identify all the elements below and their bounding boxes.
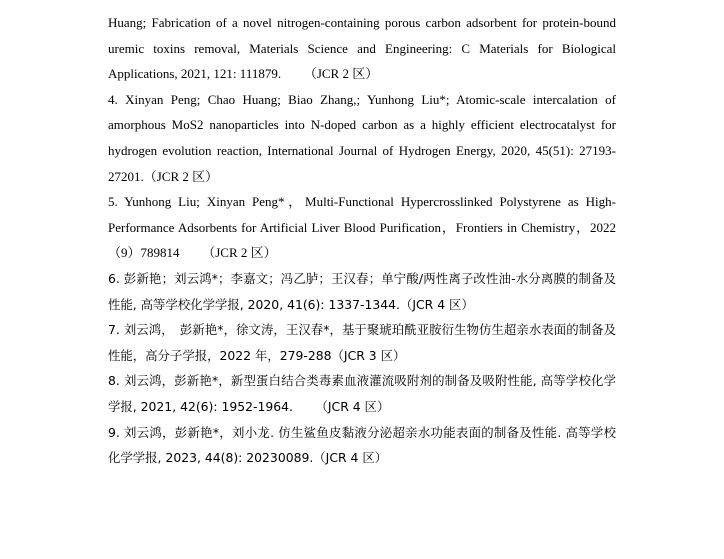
paragraph-entry-4: 4. Xinyan Peng; Chao Huang; Biao Zhang,; Yunhong Liu*; Atomic-scale intercalation of amorphous MoS2 nanoparticles into N-doped carbon as a highly efficient electrocatalyst for hydrogen evolution reaction, International Journal of Hydrogen Energy, 2020, 45(51): 27193-27201.（JCR 2 区） [108, 91, 616, 184]
document-body [108, 10, 616, 471]
paragraph-entry-7: 7. 刘云鸿， 彭新艳*，徐文涛，王汉春*，基于聚琥珀酰亚胺衍生物仿生超亲水表面的制备及性能，高分子学报，2022 年，279-288（JCR 3 区） [108, 322, 616, 363]
paragraph-entry-3-continuation: Huang; Fabrication of a novel nitrogen-containing porous carbon adsorbent for protein-bound uremic toxins removal, Materials Science and Engineering: C Materials for Biological Applications, 2021, 121: 111879. （JCR 2 区） [108, 15, 616, 82]
paragraph-entry-8: 8. 刘云鸿，彭新艳*，新型蛋白结合类毒素血液灌流吸附剂的制备及吸附性能, 高等学校化学学报, 2021, 42(6): 1952-1964. （JCR 4 区） [108, 373, 616, 414]
paragraph-entry-5: 5. Yunhong Liu; Xinyan Peng*，Multi-Functional Hypercrosslinked Polystyrene as High-Performance Adsorbents for Artificial Liver Blood Purification，Frontiers in Chemistry，2022（9）789814 （JCR 2 区） [108, 194, 616, 261]
paragraph-entry-6: 6. 彭新艳；刘云鸿*；李嘉文；冯乙胪；王汉春；单宁酸/两性离子改性油-水分离膜的制备及性能, 高等学校化学学报, 2020, 41(6): 1337-1344.（JCR 4 区） [108, 270, 616, 312]
paragraph-entry-9: 9. 刘云鸿，彭新艳*，刘小龙. 仿生鲨鱼皮黏液分泌超亲水功能表面的制备及性能. 高等学校化学学报, 2023, 44(8): 20230089.（JCR 4 区） [108, 424, 616, 466]
